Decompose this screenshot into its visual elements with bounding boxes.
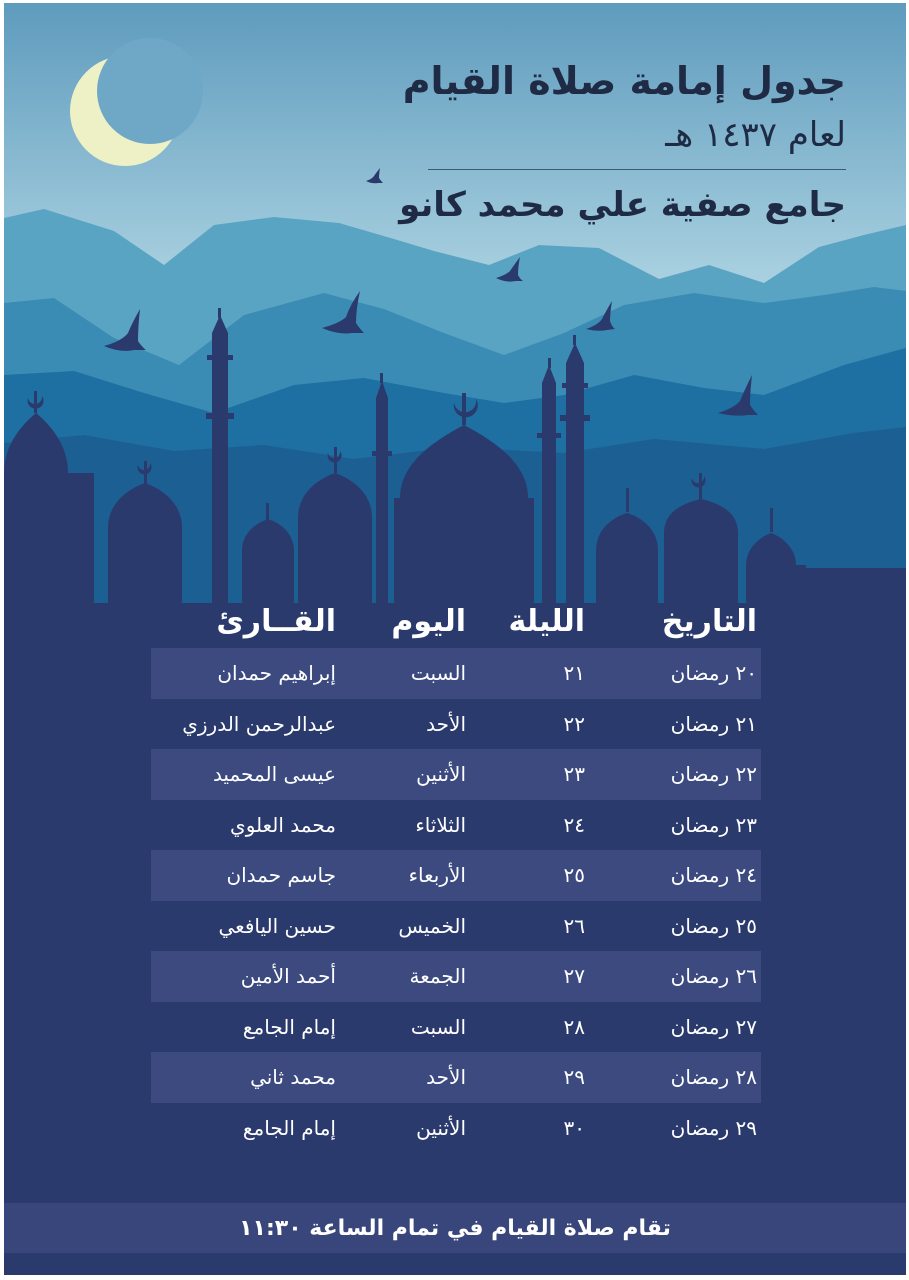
night-cell: ٢٥ [563, 863, 585, 888]
day-cell: الأحد [426, 1065, 466, 1090]
reader-cell: عبدالرحمن الدرزي [182, 711, 336, 736]
reader-cell: إمام الجامع [242, 1014, 336, 1039]
reader-cell: إمام الجامع [242, 1115, 336, 1140]
night-cell: ٢٤ [563, 812, 585, 837]
day-cell: السبت [410, 1014, 466, 1039]
column-header-night: الليلة [508, 604, 585, 639]
column-header-reader: القــارئ [216, 604, 336, 639]
header-divider [428, 169, 846, 170]
date-cell: ٢٨ رمضان [670, 1065, 757, 1090]
mosque-name: جامع صفية علي محمد كانو [399, 185, 846, 225]
column-header-day: اليوم [391, 604, 466, 639]
night-cell: ٣٠ [563, 1115, 585, 1140]
poster-title: جدول إمامة صلاة القيام [402, 59, 846, 103]
date-cell: ٢٩ رمضان [670, 1115, 757, 1140]
date-cell: ٢٣ رمضان [670, 812, 757, 837]
night-cell: ٢٨ [563, 1014, 585, 1039]
table-row [151, 648, 761, 699]
reader-cell: أحمد الأمين [240, 964, 336, 989]
reader-cell: حسين اليافعي [218, 913, 336, 938]
table-row [151, 901, 761, 952]
night-cell: ٢٢ [563, 711, 585, 736]
night-cell: ٢٧ [563, 964, 585, 989]
day-cell: الأربعاء [408, 863, 466, 888]
column-header-date: التاريخ [661, 604, 757, 639]
day-cell: السبت [410, 661, 466, 686]
reader-cell: إبراهيم حمدان [217, 661, 336, 686]
day-cell: الثلاثاء [415, 812, 466, 837]
night-cell: ٢٩ [563, 1065, 585, 1090]
table-row [151, 749, 761, 800]
day-cell: الجمعة [409, 964, 466, 989]
day-cell: الخميس [398, 913, 466, 938]
poster [4, 3, 906, 1275]
night-cell: ٢٦ [563, 913, 585, 938]
date-cell: ٢٥ رمضان [670, 913, 757, 938]
reader-cell: محمد ثاني [250, 1065, 336, 1090]
date-cell: ٢١ رمضان [670, 711, 757, 736]
date-cell: ٢٦ رمضان [670, 964, 757, 989]
date-cell: ٢٧ رمضان [670, 1014, 757, 1039]
prayer-time-note: تقام صلاة القيام في تمام الساعة ١١:٣٠ [239, 1215, 671, 1241]
table-row [151, 951, 761, 1002]
day-cell: الأثنين [416, 762, 466, 787]
reader-cell: جاسم حمدان [226, 863, 336, 888]
reader-cell: عيسى المحميد [212, 762, 336, 787]
table-row [151, 699, 761, 750]
table-row [151, 1002, 761, 1053]
table-header-row [151, 595, 761, 648]
day-cell: الأحد [426, 711, 466, 736]
night-cell: ٢٣ [563, 762, 585, 787]
table-row [151, 850, 761, 901]
footer-band [4, 1203, 906, 1253]
day-cell: الأثنين [416, 1115, 466, 1140]
hijri-year: لعام ١٤٣٧ هـ [665, 115, 846, 155]
date-cell: ٢٤ رمضان [670, 863, 757, 888]
night-cell: ٢١ [563, 661, 585, 686]
table-row [151, 1052, 761, 1103]
date-cell: ٢٢ رمضان [670, 762, 757, 787]
table-row [151, 1103, 761, 1154]
table-row [151, 800, 761, 851]
schedule-table [151, 595, 761, 1153]
date-cell: ٢٠ رمضان [670, 661, 757, 686]
reader-cell: محمد العلوي [230, 812, 336, 837]
